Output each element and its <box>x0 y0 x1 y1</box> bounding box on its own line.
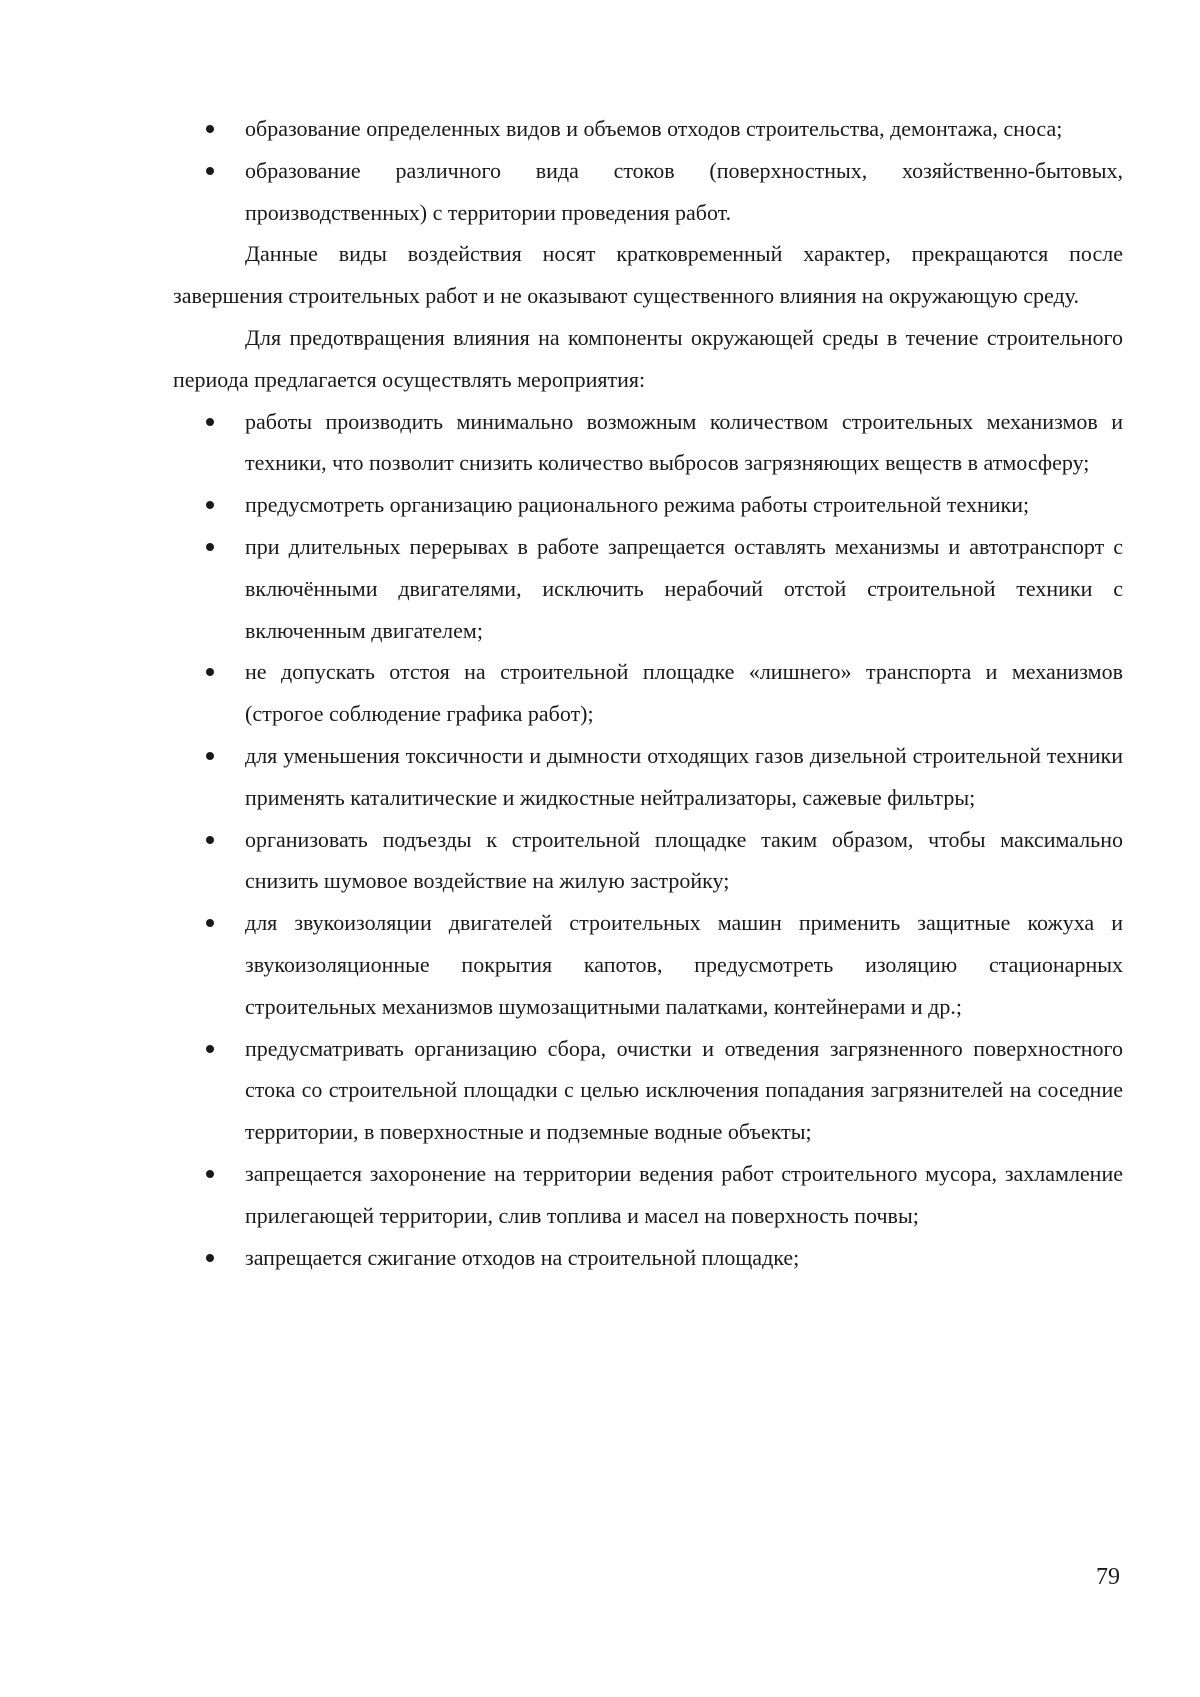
list-item <box>173 1153 1123 1237</box>
bullet-icon <box>206 836 214 844</box>
list-item-text: образование определенных видов и объемов отходов строительства, демонтажа, сноса; <box>245 116 1063 141</box>
bullet-icon <box>206 1045 214 1053</box>
bullet-icon <box>206 418 214 426</box>
measures-list <box>173 401 1123 1279</box>
list-item-text: запрещается сжигание отходов на строительной площадке; <box>245 1244 800 1270</box>
list-item <box>173 902 1123 1027</box>
list-item-text: запрещается захоронение на территории ведения работ строительного мусора, захламление прилегающей территории, слив топлива и масел на поверхность почвы; <box>245 1160 1123 1228</box>
list-item <box>173 1028 1123 1153</box>
list-item-text: организовать подъезды к строительной площадке таким образом, чтобы максимально снизить шумовое воздействие на жилую застройку; <box>245 826 1123 894</box>
list-item-text: предусмотреть организацию рационального режима работы строительной техники; <box>245 492 1030 518</box>
list-item-text: при длительных перерывах в работе запрещается оставлять механизмы и автотранспорт с включёнными двигателями, исключить нерабочий отстой строительной техники с включенным двигателем; <box>245 533 1123 643</box>
list-item <box>173 401 1123 485</box>
page-number: 79 <box>1096 1564 1120 1590</box>
list-item <box>173 735 1123 819</box>
list-item <box>173 108 1123 150</box>
bullet-icon <box>206 919 214 927</box>
paragraph-impact-summary: Данные виды воздействия носят кратковременный характер, прекращаются после завершения строительных работ и не оказывают существенного влияния на окружающую среду. <box>173 241 1123 309</box>
bullet-icon <box>206 125 214 133</box>
document-page <box>173 108 1123 1278</box>
list-item <box>173 819 1123 903</box>
list-item <box>173 1237 1123 1279</box>
list-item-text: предусматривать организацию сбора, очистки и отведения загрязненного поверхностного стока со строительной площадки с целью исключения попадания загрязнителей на соседние территории, в поверхностные и подземные водные объекты; <box>245 1035 1123 1145</box>
bullet-icon <box>206 501 214 509</box>
list-item <box>173 484 1123 526</box>
bullet-icon <box>206 668 214 676</box>
list-item-text: образование различного вида стоков (поверхностных, хозяйственно-бытовых, производственных) с территории проведения работ. <box>245 157 1123 225</box>
list-item-text: для звукоизоляции двигателей строительных машин применить защитные кожуха и звукоизоляционные покрытия капотов, предусмотреть изоляцию стационарных строительных механизмов шумозащитными палатками, контейнерами и др.; <box>245 910 1123 1019</box>
list-item <box>173 651 1123 735</box>
list-item-text: для уменьшения токсичности и дымности отходящих газов дизельной строительной техники применять каталитические и жидкостные нейтрализаторы, сажевые фильтры; <box>245 742 1123 810</box>
list-item <box>173 526 1123 651</box>
list-item-text: работы производить минимально возможным количеством строительных механизмов и техники, что позволит снизить количество выбросов загрязняющих веществ в атмосферу; <box>245 408 1123 476</box>
impact-list <box>173 108 1123 233</box>
bullet-icon <box>206 752 214 760</box>
paragraph-measures-intro: Для предотвращения влияния на компоненты окружающей среды в течение строительного периода предлагается осуществлять мероприятия: <box>173 324 1123 392</box>
bullet-icon <box>206 1170 214 1178</box>
bullet-icon <box>206 167 214 175</box>
bullet-icon <box>206 1254 214 1262</box>
list-item <box>173 150 1123 234</box>
list-item-text: не допускать отстоя на строительной площадке «лишнего» транспорта и механизмов (строгое соблюдение графика работ); <box>245 659 1123 727</box>
bullet-icon <box>206 543 214 551</box>
